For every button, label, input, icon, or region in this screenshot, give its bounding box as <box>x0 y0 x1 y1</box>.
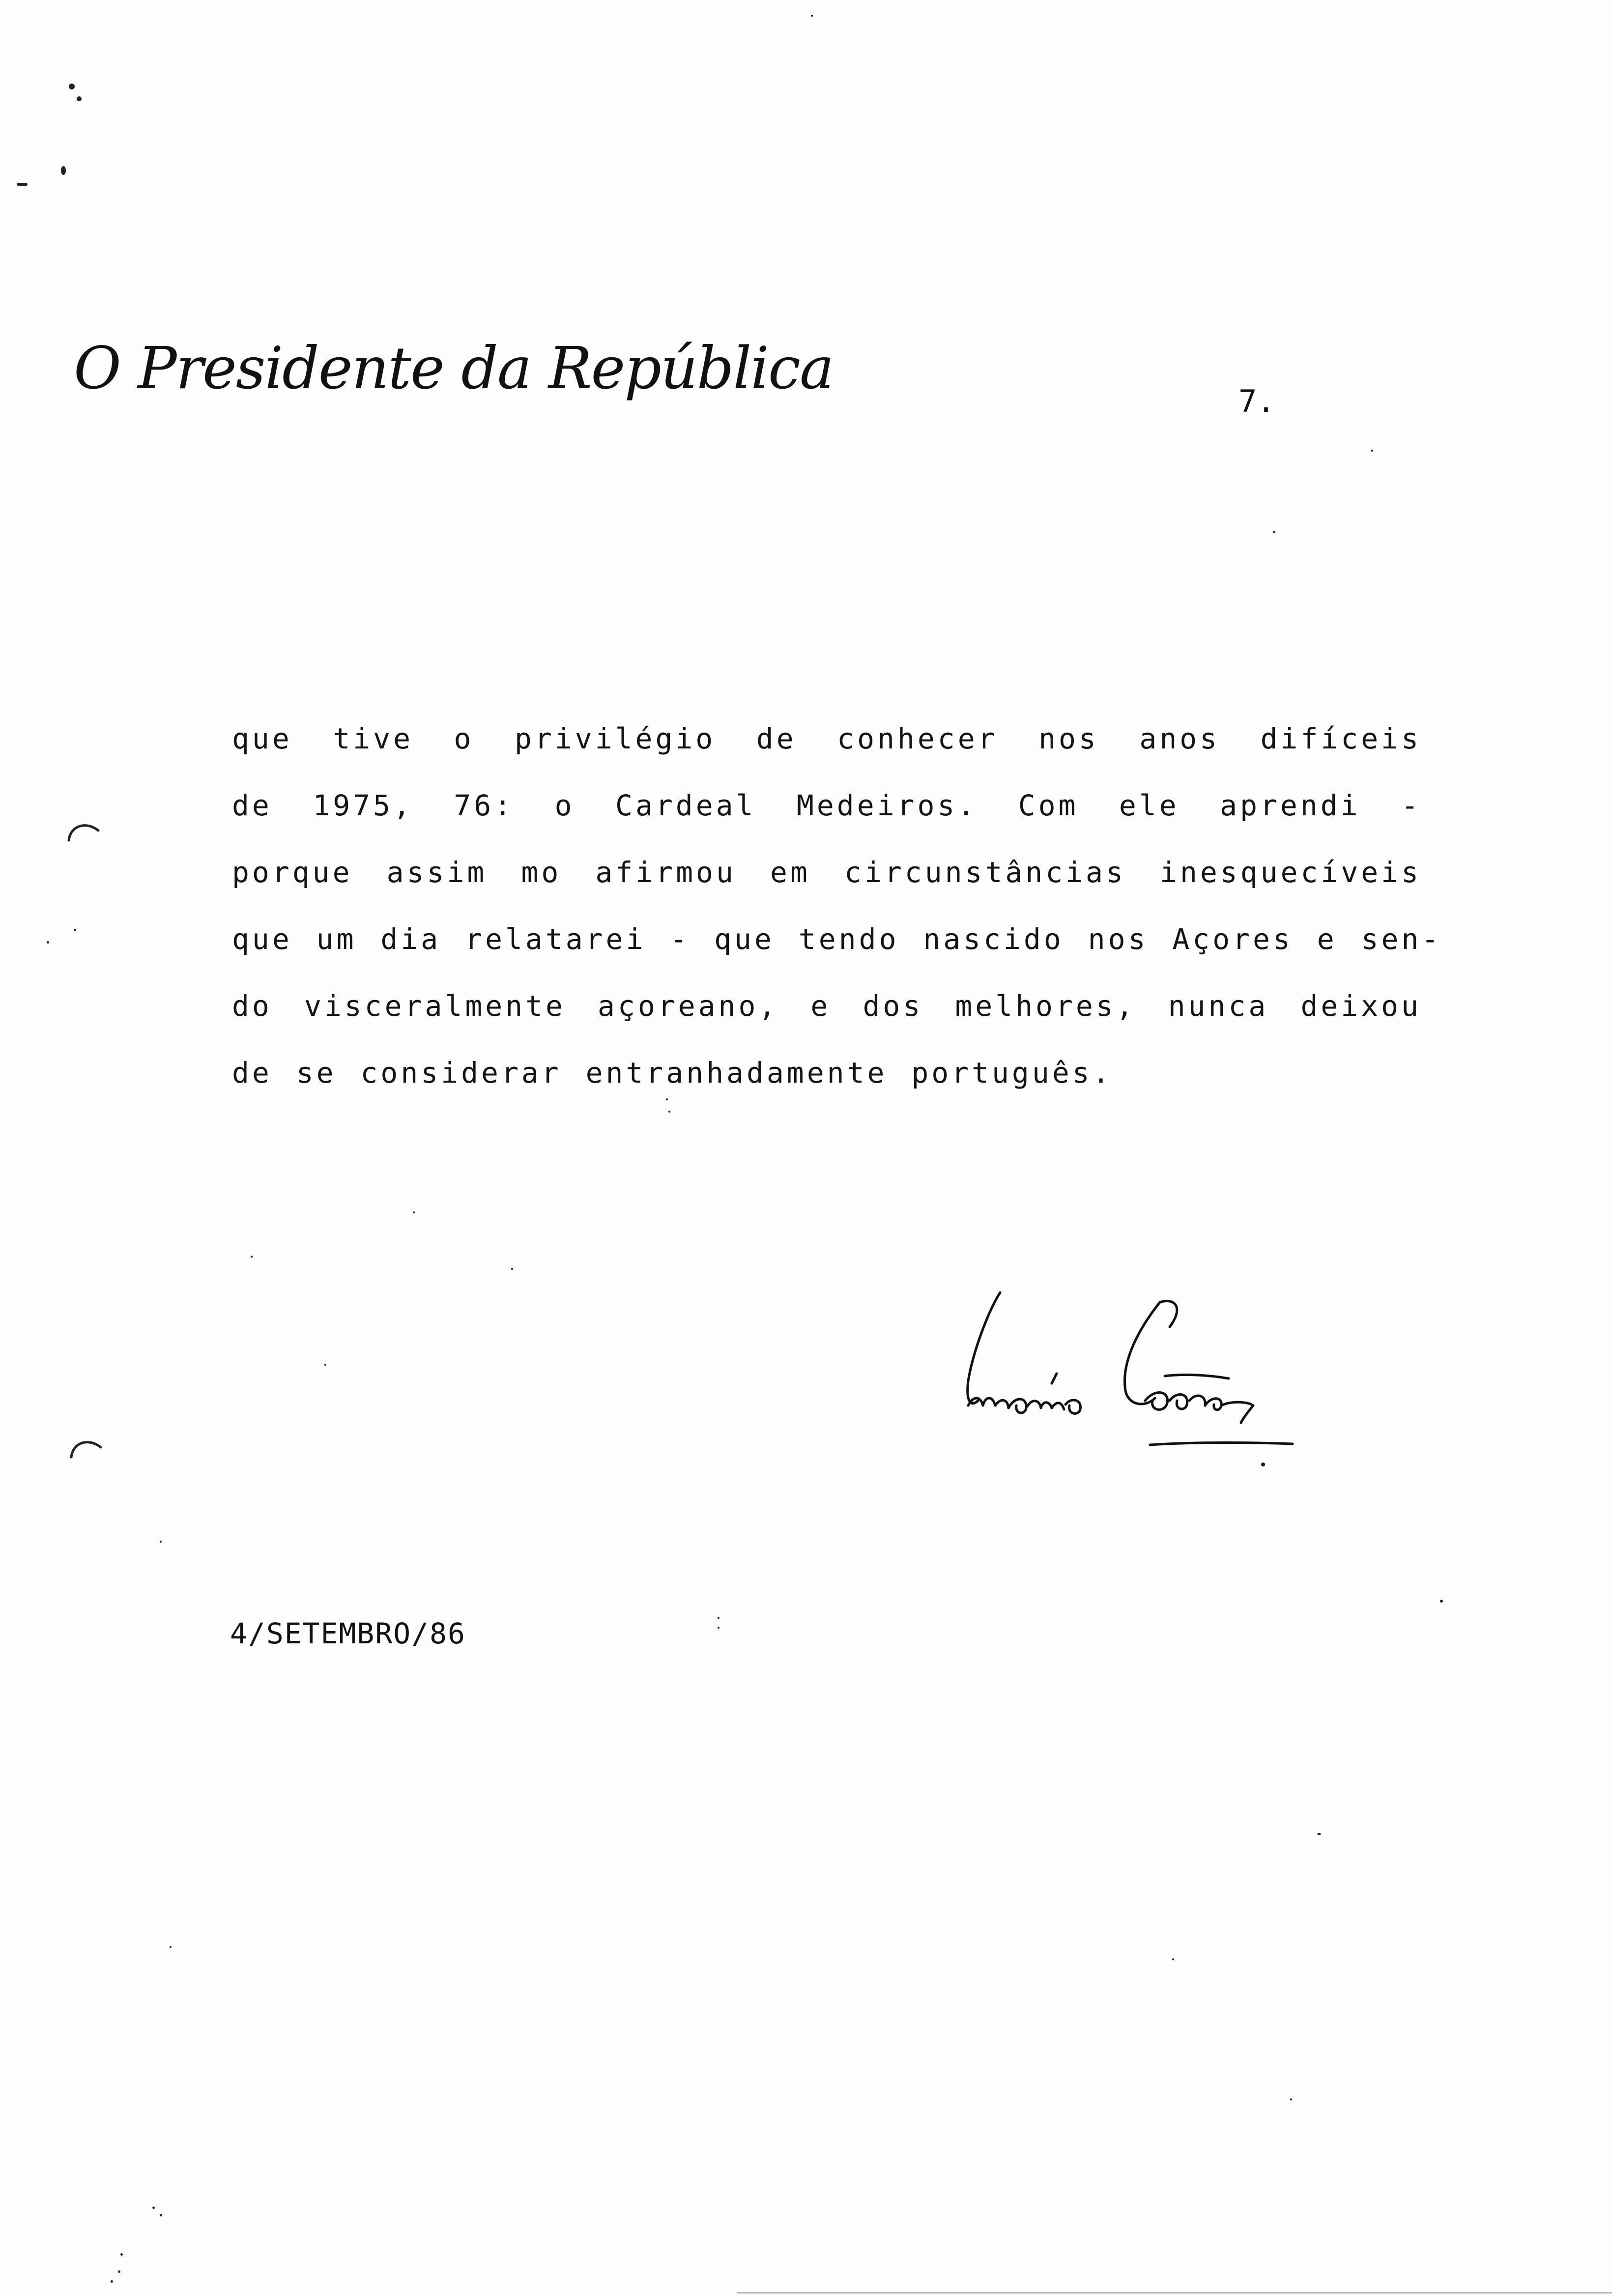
body-line: do visceralmente açoreano, e dos melhores, nunca deixou <box>232 989 1421 1023</box>
scan-speck <box>718 1617 720 1619</box>
scan-speck <box>120 2253 123 2256</box>
scan-speck <box>1172 1958 1174 1960</box>
scan-speck <box>251 1256 253 1258</box>
scan-speck <box>324 1364 326 1366</box>
page-number: 7. <box>1238 383 1275 419</box>
scan-speck <box>61 166 66 175</box>
scan-speck <box>1440 1600 1443 1603</box>
scan-speck <box>17 183 28 186</box>
body-line: de 1975, 76: o Cardeal Medeiros. Com ele aprendi - <box>232 789 1421 822</box>
scan-speck <box>77 96 82 101</box>
body-line: que tive o privilégio de conhecer nos anos difíceis <box>232 722 1421 755</box>
scan-speck <box>511 1268 513 1270</box>
scan-speck <box>152 2207 155 2209</box>
punch-hole-mark <box>69 1435 103 1460</box>
scan-speck <box>668 1111 670 1113</box>
scan-speck <box>413 1211 415 1213</box>
scan-speck <box>118 2270 120 2273</box>
signature <box>953 1283 1307 1469</box>
scan-speck <box>1273 531 1275 533</box>
scan-speck <box>47 941 49 944</box>
scan-speck <box>1371 450 1373 452</box>
scan-edge-line <box>737 2292 1612 2294</box>
body-line: porque assim mo afirmou em circunstâncias inesquecíveis <box>232 856 1421 889</box>
scan-speck <box>111 2280 113 2283</box>
scan-speck <box>170 1946 172 1948</box>
scan-speck <box>1290 2098 1292 2100</box>
body-line: de se considerar entranhadamente português. <box>232 1056 1113 1090</box>
scan-speck <box>69 84 75 89</box>
scan-speck <box>160 1541 162 1543</box>
body-text <box>232 705 1442 1106</box>
letterhead-title: O Presidente da República <box>74 334 834 402</box>
scan-speck <box>811 15 813 17</box>
document-date: 4/SETEMBRO/86 <box>230 1617 466 1650</box>
scan-speck <box>74 929 76 931</box>
body-line: que um dia relatarei - que tendo nascido nos Açores e sen- <box>232 922 1442 956</box>
letterhead <box>74 334 834 432</box>
scan-speck <box>718 1627 720 1629</box>
scan-speck <box>666 1098 668 1100</box>
punch-hole-mark <box>66 818 101 843</box>
scan-speck <box>160 2214 162 2216</box>
scan-speck <box>1317 1833 1321 1835</box>
